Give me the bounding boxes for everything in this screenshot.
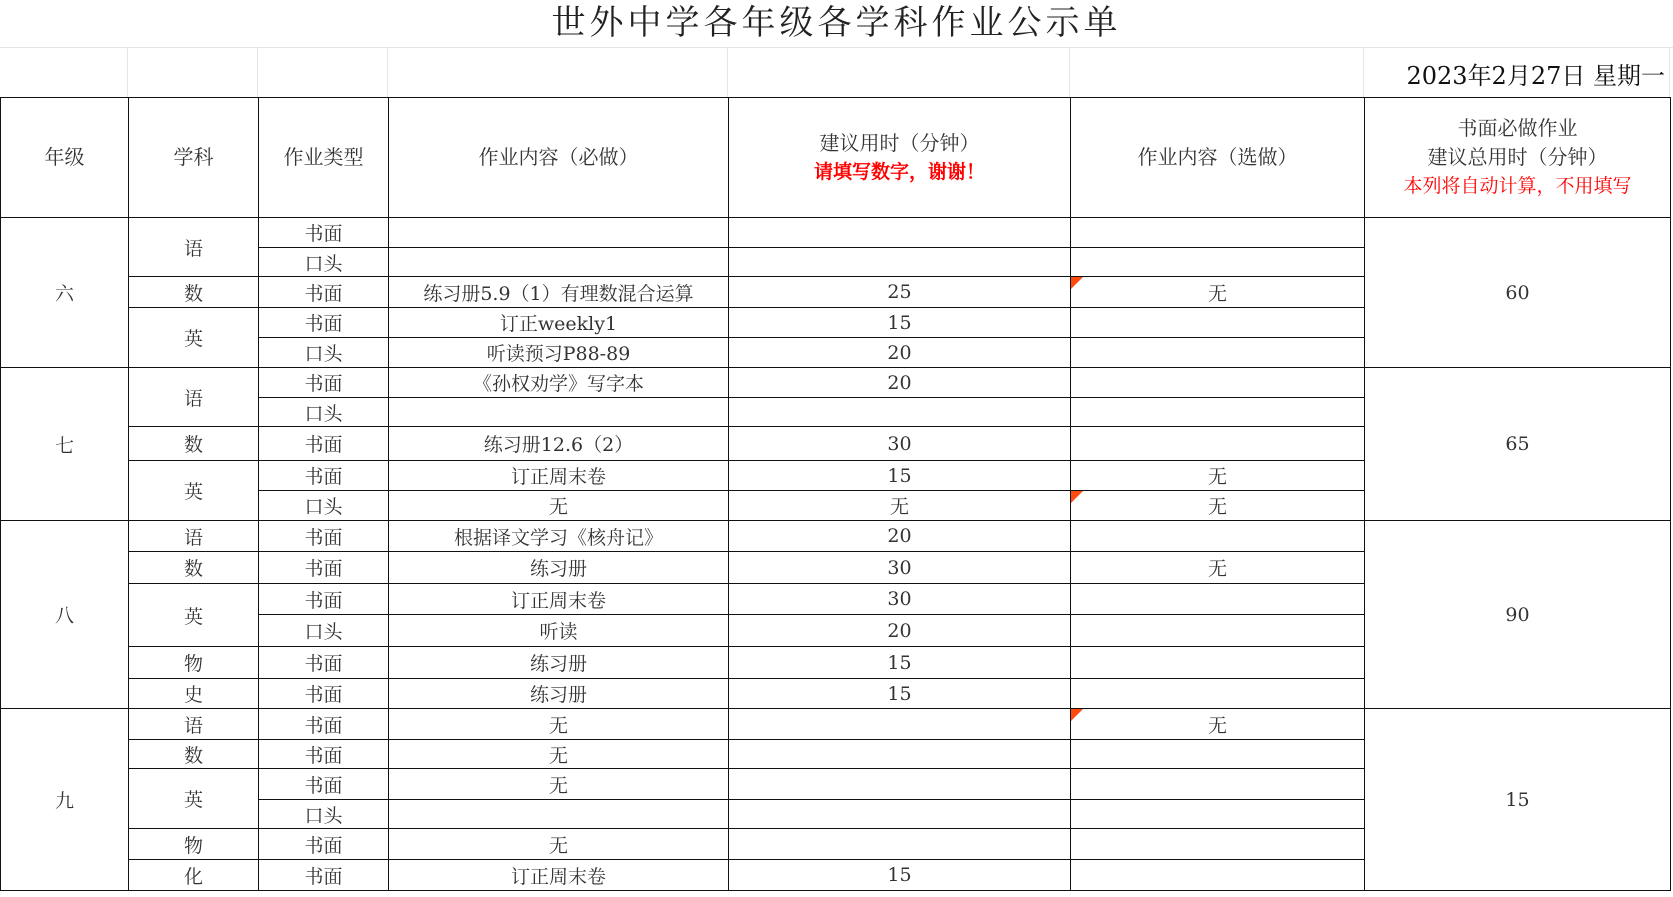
content-cell-text: 订正周末卷	[510, 466, 606, 488]
grade-cell[interactable]: 八	[1, 521, 129, 709]
type-cell[interactable]	[259, 218, 389, 248]
header-time-note: 请填写数字，谢谢！	[813, 160, 985, 183]
content-cell-text: 练习册	[529, 653, 587, 675]
content-cell-text: 练习册12.6（2）	[483, 434, 634, 456]
comment-indicator-icon[interactable]	[1071, 709, 1083, 721]
header-content-optional: 作业内容（选做）	[1071, 98, 1365, 218]
type-cell-text: 书面	[304, 313, 343, 335]
content-cell[interactable]	[389, 461, 729, 491]
optional-cell[interactable]	[1071, 679, 1365, 709]
type-cell[interactable]	[259, 552, 389, 584]
type-cell[interactable]	[259, 491, 389, 521]
content-cell[interactable]	[389, 491, 729, 521]
optional-cell[interactable]	[1071, 615, 1365, 647]
time-cell[interactable]	[729, 338, 1071, 368]
subject-cell[interactable]: 物	[129, 829, 259, 860]
grade-cell[interactable]: 九	[1, 709, 129, 891]
content-cell[interactable]	[389, 709, 729, 740]
optional-cell[interactable]	[1071, 398, 1365, 427]
optional-cell[interactable]	[1071, 427, 1365, 461]
optional-cell[interactable]	[1071, 709, 1365, 740]
type-cell-text: 书面	[304, 653, 343, 675]
time-cell[interactable]	[729, 491, 1071, 521]
content-cell-text: 听读	[539, 621, 578, 643]
subject-cell[interactable]: 数	[129, 277, 259, 308]
time-cell-text: 30	[887, 432, 912, 455]
type-cell-text: 书面	[304, 558, 343, 580]
content-cell-text: 订正周末卷	[510, 589, 606, 612]
content-cell-text: 无	[548, 774, 568, 797]
content-cell-text: 订正周末卷	[510, 865, 606, 888]
table-row	[1, 709, 1671, 740]
time-cell-text: 30	[887, 556, 912, 579]
content-cell-text: 练习册	[529, 558, 587, 580]
subject-cell[interactable]: 数	[129, 740, 259, 769]
total-time-cell[interactable]: 65	[1365, 368, 1671, 521]
content-cell[interactable]	[389, 427, 729, 461]
content-cell[interactable]	[389, 552, 729, 584]
type-cell[interactable]	[259, 308, 389, 338]
header-content-required: 作业内容（必做）	[389, 98, 729, 218]
time-cell-text: 15	[887, 864, 912, 886]
type-cell[interactable]	[259, 800, 389, 829]
subject-cell[interactable]: 化	[129, 860, 259, 891]
optional-cell[interactable]	[1071, 860, 1365, 891]
optional-cell-text: 无	[1207, 466, 1227, 488]
subject-cell[interactable]: 数	[129, 552, 259, 584]
optional-cell[interactable]	[1071, 829, 1365, 860]
content-cell[interactable]	[389, 248, 729, 277]
content-cell-text: 无	[548, 834, 568, 857]
optional-cell[interactable]	[1071, 248, 1365, 277]
type-cell-text: 口头	[304, 621, 343, 643]
type-cell[interactable]	[259, 615, 389, 647]
optional-cell-text: 无	[1207, 558, 1227, 580]
header-total-label2: 建议总用时（分钟）	[1427, 145, 1608, 169]
type-cell[interactable]	[259, 709, 389, 740]
content-cell-text: 《孙权劝学》写字本	[472, 373, 644, 395]
optional-cell[interactable]	[1071, 338, 1365, 368]
type-cell-text: 口头	[304, 496, 343, 518]
content-cell[interactable]	[389, 829, 729, 860]
content-cell[interactable]	[389, 398, 729, 427]
time-cell-text: 20	[887, 619, 912, 642]
type-cell-text: 书面	[304, 466, 343, 488]
optional-cell[interactable]	[1071, 647, 1365, 679]
optional-cell-text: 无	[1207, 496, 1227, 518]
type-cell-text: 书面	[304, 223, 343, 245]
time-cell[interactable]	[729, 800, 1071, 829]
table-row	[1, 368, 1671, 398]
time-cell[interactable]	[729, 368, 1071, 398]
date-label[interactable]: 2023年2月27日 星期一	[1406, 62, 1665, 90]
header-time-label: 建议用时（分钟）	[819, 130, 980, 155]
gridline	[387, 47, 388, 97]
type-cell[interactable]	[259, 860, 389, 891]
type-cell-text: 口头	[304, 252, 343, 275]
content-cell[interactable]	[389, 615, 729, 647]
content-cell-text: 听读预习P88-89	[486, 343, 631, 365]
time-cell[interactable]	[729, 552, 1071, 584]
type-cell[interactable]	[259, 427, 389, 461]
time-cell[interactable]	[729, 647, 1071, 679]
content-cell-text: 练习册	[529, 684, 587, 706]
grade-cell[interactable]: 六	[1, 218, 129, 368]
time-cell-text: 20	[887, 525, 912, 547]
optional-cell-text: 无	[1207, 714, 1227, 737]
content-cell[interactable]	[389, 277, 729, 308]
time-cell[interactable]	[729, 277, 1071, 308]
gridline	[1069, 47, 1070, 97]
time-cell-text: 25	[887, 281, 912, 303]
gridline	[0, 47, 1673, 48]
gridline	[257, 47, 258, 97]
time-cell-text: 20	[887, 371, 912, 394]
time-cell[interactable]	[729, 308, 1071, 338]
type-cell[interactable]	[259, 740, 389, 769]
type-cell[interactable]	[259, 368, 389, 398]
comment-indicator-icon[interactable]	[1071, 491, 1083, 503]
subject-cell[interactable]: 英	[129, 769, 259, 829]
optional-cell[interactable]	[1071, 368, 1365, 398]
subject-cell[interactable]: 史	[129, 679, 259, 709]
content-cell[interactable]	[389, 521, 729, 552]
type-cell[interactable]	[259, 584, 389, 615]
total-time-cell[interactable]: 90	[1365, 521, 1671, 709]
type-cell-text: 书面	[304, 744, 343, 767]
content-cell-text: 无	[548, 496, 568, 518]
content-cell[interactable]	[389, 740, 729, 769]
gridline	[727, 47, 728, 97]
header-total-label1: 书面必做作业	[1457, 116, 1578, 140]
type-cell[interactable]	[259, 521, 389, 552]
type-cell-text: 口头	[304, 402, 343, 425]
type-cell-text: 书面	[304, 714, 343, 737]
header-total-note: 本列将自动计算，不用填写	[1403, 175, 1632, 197]
total-time-cell[interactable]: 60	[1365, 218, 1671, 368]
time-cell-text: 30	[887, 588, 912, 610]
type-cell-text: 书面	[304, 373, 343, 395]
optional-cell[interactable]	[1071, 769, 1365, 800]
optional-cell[interactable]	[1071, 740, 1365, 769]
grade-cell[interactable]: 七	[1, 368, 129, 521]
time-cell-text: 20	[887, 341, 912, 364]
optional-cell[interactable]	[1071, 552, 1365, 584]
type-cell[interactable]	[259, 398, 389, 427]
type-cell-text: 口头	[304, 804, 343, 827]
time-cell[interactable]	[729, 709, 1071, 740]
type-cell-text: 书面	[304, 684, 343, 706]
time-cell-text: 15	[887, 464, 912, 487]
header-subject: 学科	[129, 98, 259, 218]
time-cell[interactable]	[729, 398, 1071, 427]
time-cell[interactable]	[729, 521, 1071, 552]
time-cell[interactable]	[729, 584, 1071, 615]
type-cell-text: 书面	[304, 589, 343, 612]
optional-cell[interactable]	[1071, 308, 1365, 338]
sheet-title: 世外中学各年级各学科作业公示单	[551, 3, 1122, 43]
content-cell-text: 练习册5.9（1）有理数混合运算	[423, 282, 694, 305]
content-cell[interactable]	[389, 769, 729, 800]
type-cell[interactable]	[259, 647, 389, 679]
optional-cell[interactable]	[1071, 461, 1365, 491]
content-cell-text: 无	[548, 744, 568, 767]
comment-indicator-icon[interactable]	[1071, 277, 1083, 289]
content-cell-text: 无	[548, 714, 568, 737]
content-cell[interactable]	[389, 368, 729, 398]
time-cell[interactable]	[729, 769, 1071, 800]
content-cell[interactable]	[389, 308, 729, 338]
content-cell-text: 根据译文学习《核舟记》	[453, 526, 663, 549]
optional-cell-text: 无	[1207, 282, 1227, 305]
time-cell[interactable]	[729, 860, 1071, 891]
type-cell[interactable]	[259, 248, 389, 277]
subject-cell[interactable]: 语	[129, 709, 259, 740]
optional-cell[interactable]	[1071, 218, 1365, 248]
homework-table	[0, 97, 1671, 891]
content-cell[interactable]	[389, 647, 729, 679]
header-row	[1, 98, 1671, 218]
optional-cell[interactable]	[1071, 277, 1365, 308]
content-cell-text: 订正weekly1	[499, 313, 618, 335]
content-cell[interactable]	[389, 584, 729, 615]
type-cell-text: 书面	[304, 834, 343, 857]
content-cell[interactable]	[389, 338, 729, 368]
header-time	[729, 98, 1071, 218]
header-total	[1365, 98, 1671, 218]
subject-cell[interactable]: 英	[129, 584, 259, 647]
optional-cell[interactable]	[1071, 584, 1365, 615]
time-cell[interactable]	[729, 461, 1071, 491]
content-cell[interactable]	[389, 860, 729, 891]
header-type: 作业类型	[259, 98, 389, 218]
gridline	[127, 47, 128, 97]
type-cell-text: 书面	[304, 526, 343, 549]
header-grade: 年级	[1, 98, 129, 218]
type-cell-text: 书面	[304, 774, 343, 797]
type-cell[interactable]	[259, 679, 389, 709]
type-cell[interactable]	[259, 461, 389, 491]
subject-cell[interactable]: 英	[129, 461, 259, 521]
time-cell[interactable]	[729, 427, 1071, 461]
subject-cell[interactable]: 语	[129, 521, 259, 552]
time-cell[interactable]	[729, 615, 1071, 647]
subject-cell[interactable]: 物	[129, 647, 259, 679]
time-cell-text: 15	[887, 651, 912, 674]
optional-cell[interactable]	[1071, 521, 1365, 552]
time-cell-text: 15	[887, 682, 912, 705]
content-cell[interactable]	[389, 800, 729, 829]
type-cell[interactable]	[259, 769, 389, 800]
time-cell[interactable]	[729, 740, 1071, 769]
time-cell-text: 无	[889, 496, 909, 518]
subject-cell[interactable]: 数	[129, 427, 259, 461]
table-row	[1, 218, 1671, 248]
type-cell[interactable]	[259, 338, 389, 368]
type-cell-text: 书面	[304, 865, 343, 888]
type-cell[interactable]	[259, 829, 389, 860]
total-time-cell[interactable]: 15	[1365, 709, 1671, 891]
type-cell[interactable]	[259, 277, 389, 308]
optional-cell[interactable]	[1071, 800, 1365, 829]
gridline	[1363, 47, 1364, 97]
type-cell-text: 书面	[304, 282, 343, 305]
type-cell-text: 书面	[304, 434, 343, 456]
time-cell-text: 15	[887, 311, 912, 334]
type-cell-text: 口头	[304, 343, 343, 365]
subject-cell[interactable]: 语	[129, 218, 259, 277]
time-cell[interactable]	[729, 248, 1071, 277]
time-cell[interactable]	[729, 829, 1071, 860]
time-cell[interactable]	[729, 218, 1071, 248]
content-cell[interactable]	[389, 218, 729, 248]
subject-cell[interactable]: 语	[129, 368, 259, 427]
optional-cell[interactable]	[1071, 491, 1365, 521]
subject-cell[interactable]: 英	[129, 308, 259, 368]
gridline	[1669, 47, 1670, 97]
content-cell[interactable]	[389, 679, 729, 709]
time-cell[interactable]	[729, 679, 1071, 709]
table-row	[1, 521, 1671, 552]
